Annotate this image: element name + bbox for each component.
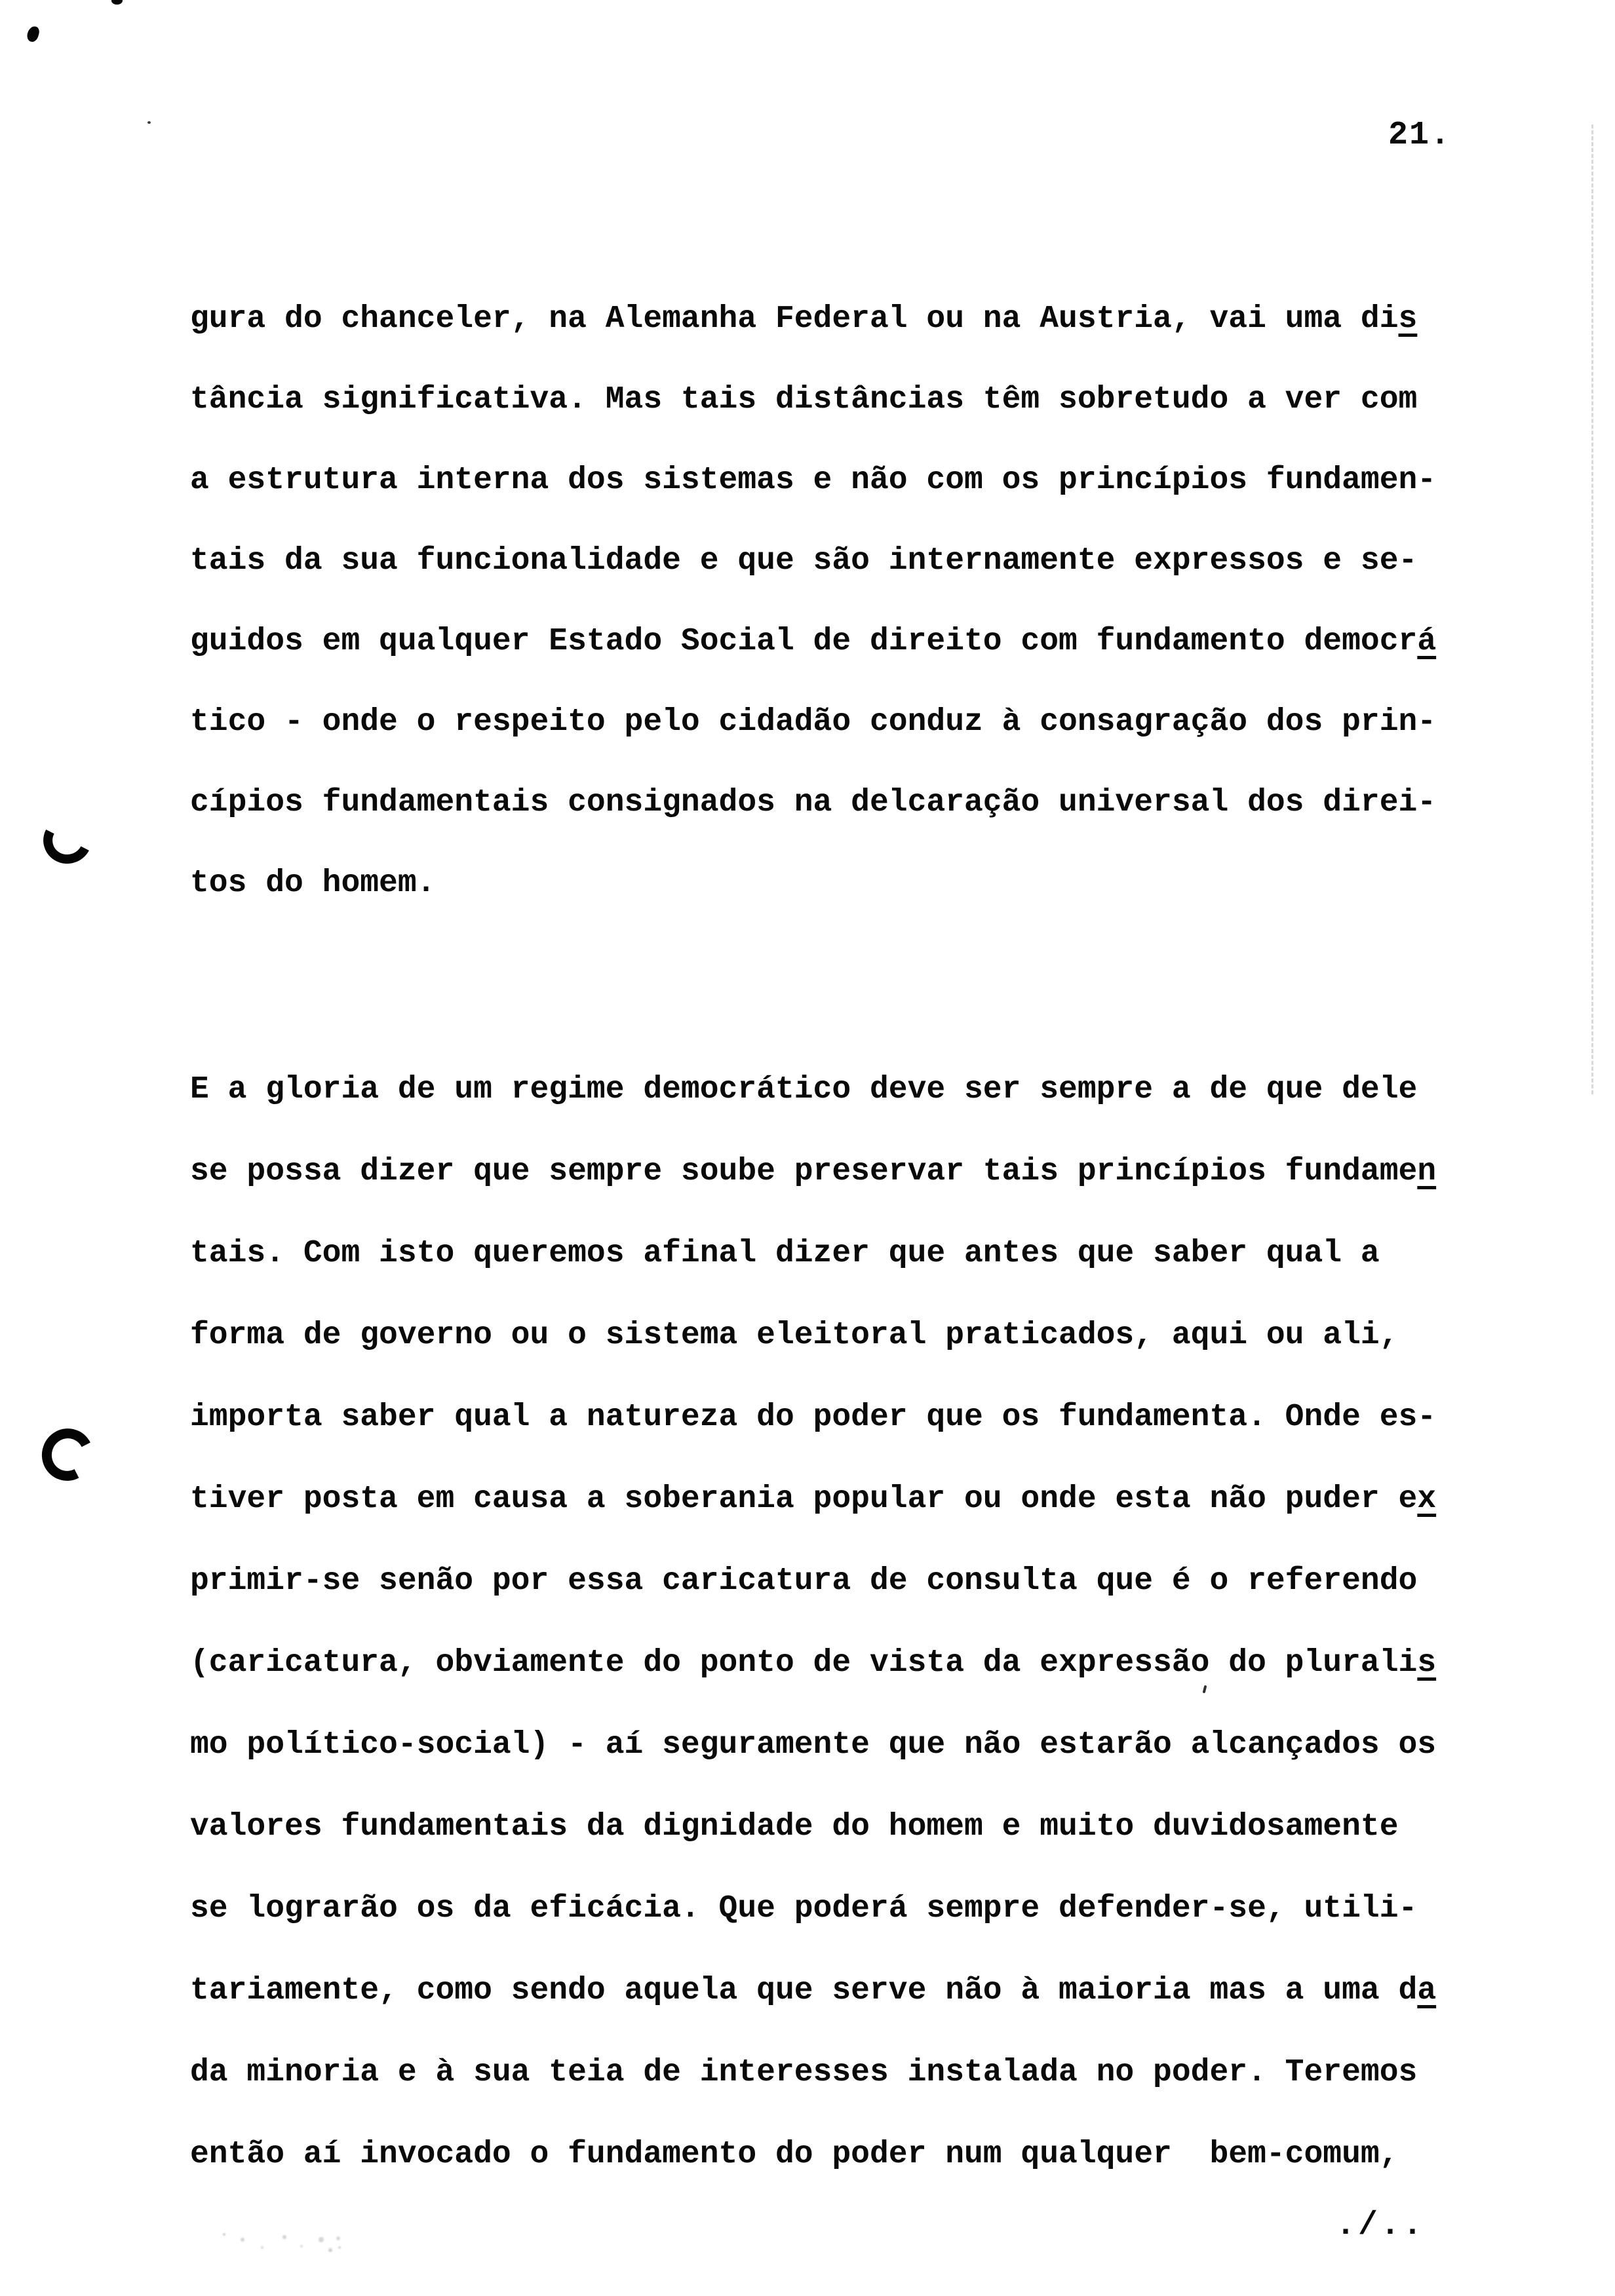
text-line: E a gloria de um regime democrático deve ser sempre a de que dele: [190, 1072, 1418, 1107]
text-line: tais da sua funcionalidade e que são internamente expressos e se-: [190, 543, 1418, 579]
stamp-smudge: [223, 2233, 225, 2236]
text-line: tico - onde o respeito pelo cidadão conduz à consagração dos prin-: [190, 704, 1437, 740]
text-line: tiver posta em causa a soberania popular ou onde esta não puder ex: [190, 1482, 1437, 1517]
text-line: tariamente, como sendo aquela que serve não à maioria mas a uma da: [190, 1973, 1437, 2008]
text-line: tância significativa. Mas tais distâncias têm sobretudo a ver com: [190, 382, 1418, 417]
ink-speck: [147, 121, 151, 124]
pen-crescent-mark-1: [37, 810, 98, 870]
ink-blob-top-left: [26, 25, 40, 43]
text-line: cípios fundamentais consignados na delcaração universal dos direi-: [190, 785, 1437, 820]
text-line: tos do homem.: [190, 866, 436, 901]
text-line: importa saber qual a natureza do poder que os fundamenta. Onde es-: [190, 1400, 1437, 1435]
text-line: gura do chanceler, na Alemanha Federal ou na Austria, vai uma dis: [190, 301, 1418, 337]
right-edge-dashes: [1591, 124, 1593, 1094]
ink-blob-top-edge: [111, 0, 123, 5]
text-line: se lograrão os da eficácia. Que poderá sempre defender-se, utili-: [190, 1891, 1418, 1926]
text-line: primir-se senão por essa caricatura de consulta que é o referendo: [190, 1563, 1418, 1599]
text-line: tais. Com isto queremos afinal dizer que antes que saber qual a: [190, 1236, 1380, 1271]
typewritten-paragraph-2: [190, 1049, 1436, 2196]
text-line: forma de governo ou o sistema eleitoral praticados, aqui ou ali,: [190, 1318, 1399, 1353]
pen-crescent-mark-2: [35, 1422, 100, 1487]
text-line: a estrutura interna dos sistemas e não com os princípios fundamen-: [190, 463, 1437, 498]
continuation-mark: ./..: [1336, 2207, 1426, 2244]
text-line: valores fundamentais da dignidade do homem e muito duvidosamente: [190, 1809, 1399, 1845]
typewritten-paragraph-1: [190, 279, 1436, 924]
text-line: guidos em qualquer Estado Social de direito com fundamento democrá: [190, 624, 1437, 659]
page-number: 21.: [1388, 117, 1452, 154]
text-line: (caricatura, obviamente do ponto de vista da expressão do pluralis: [190, 1645, 1437, 1681]
text-line: então aí invocado o fundamento do poder num qualquer bem-comum,: [190, 2137, 1399, 2172]
text-line: da minoria e à sua teia de interesses instalada no poder. Teremos: [190, 2055, 1418, 2090]
text-line: se possa dizer que sempre soube preservar tais princípios fundamen: [190, 1154, 1437, 1189]
text-line: mo político-social) - aí seguramente que não estarão alcançados os: [190, 1727, 1437, 1763]
